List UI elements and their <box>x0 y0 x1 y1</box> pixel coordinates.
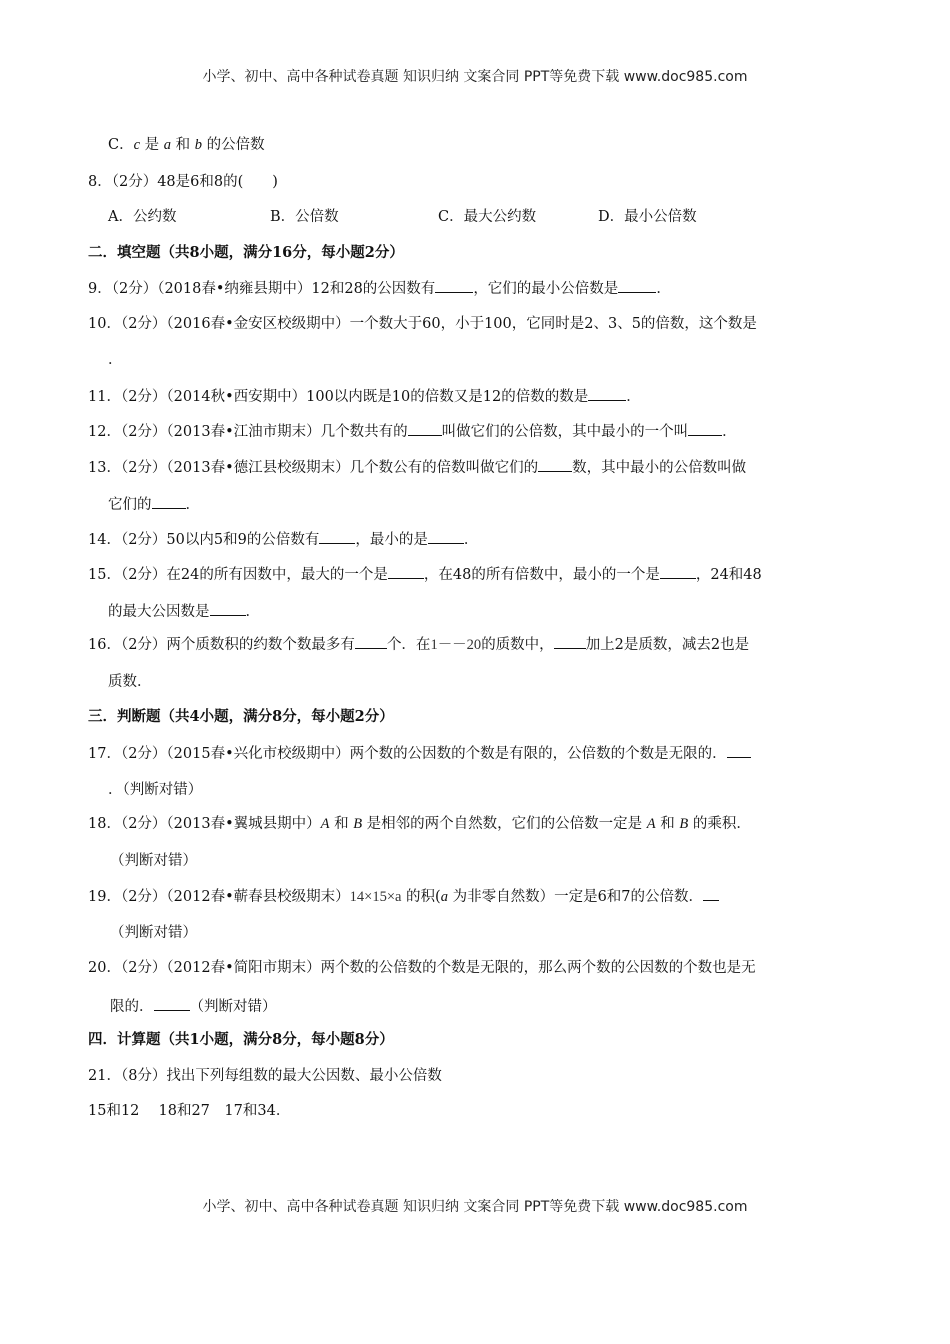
question-21-numbers: 15和12 18和27 17和34． <box>88 1103 291 1119</box>
math-var: b <box>194 137 202 153</box>
answer-blank[interactable] <box>618 278 656 293</box>
question-17 <box>88 743 868 764</box>
answer-blank[interactable] <box>428 529 464 544</box>
option-a: A．公约数 <box>108 209 177 225</box>
text: 是相邻的两个自然数，它们的公倍数一定是 <box>362 816 647 832</box>
text: 加上2是质数，减去2也是 <box>585 637 750 653</box>
answer-blank[interactable] <box>554 634 586 649</box>
question-15 <box>88 564 868 585</box>
question-8: 8．（2分）48是6和8的( ) <box>88 174 278 190</box>
section-4-heading: 四．计算题（共1小题，满分8分，每小题8分） <box>88 1031 394 1048</box>
answer-blank[interactable] <box>355 634 387 649</box>
text: 17．（2分）（2015春•兴化市校级期中）两个数的公因数的个数是有限的，公倍数的个数是无限的． <box>88 746 727 762</box>
option-c-line <box>108 135 888 155</box>
section-2-heading: 二．填空题（共8小题，满分16分，每小题2分） <box>88 244 404 261</box>
text: 限的． <box>110 999 154 1015</box>
option-c: C．最大公约数 <box>438 209 537 225</box>
question-16 <box>88 634 868 655</box>
math-var: a <box>163 137 172 153</box>
text: 数，其中最小的公倍数叫做 <box>572 460 747 476</box>
text: 16．（2分）两个质数积的约数个数最多有 <box>88 637 355 653</box>
question-19-cont: （判断对错） <box>110 925 197 941</box>
answer-blank[interactable] <box>588 386 626 401</box>
text: ． <box>722 424 737 440</box>
text: 和 <box>171 137 195 153</box>
math-var: B <box>353 816 363 832</box>
text: 的公倍数 <box>201 137 265 153</box>
text: （判断对错） <box>189 999 277 1015</box>
answer-blank[interactable] <box>660 564 696 579</box>
math-expression: 14×15×a <box>349 889 402 905</box>
option-label: C． <box>108 137 134 153</box>
question-20: 20．（2分）（2012春•简阳市期末）两个数的公倍数的个数是无限的，那么两个数的公因数的个数也是无 <box>88 960 756 976</box>
text: 9．（2分）（2018春•纳雍县期中）12和28的公因数有 <box>88 281 436 297</box>
page-footer: 小学、初中、高中各种试卷真题 知识归纳 文案合同 PPT等免费下载 www.doc985.com <box>202 1199 748 1215</box>
text: ，24和48 <box>695 567 762 583</box>
text: ． <box>185 497 200 513</box>
text: 个．在 <box>386 637 431 653</box>
question-19 <box>88 886 868 907</box>
text: ． <box>656 281 671 297</box>
answer-blank[interactable] <box>435 278 473 293</box>
text: ． <box>463 532 479 548</box>
answer-blank[interactable] <box>154 996 190 1011</box>
text: ，它们的最小公倍数是 <box>473 281 619 297</box>
question-21: 21．（8分）找出下列每组数的最大公因数、最小公倍数 <box>88 1068 442 1084</box>
option-b: B．公倍数 <box>270 209 339 225</box>
text: 14．（2分）50以内5和9的公倍数有 <box>88 532 320 548</box>
text: 和 <box>329 816 354 832</box>
text: ，在48的所有倍数中，最小的一个是 <box>423 567 660 583</box>
text: 11．（2分）（2014秋•西安期中）100以内既是10的倍数又是12的倍数的数是 <box>88 389 589 405</box>
math-var: A <box>320 816 330 832</box>
question-14 <box>88 529 868 550</box>
text: 它们的 <box>108 497 152 513</box>
text: 的乘积． <box>688 816 751 832</box>
text: 为非零自然数）一定是6和7的公倍数． <box>447 889 704 905</box>
question-10: 10．（2分）（2016春•金安区校级期中）一个数大于60，小于100，它同时是2、3、5的倍数，这个数是 <box>88 316 757 332</box>
answer-blank[interactable] <box>319 529 355 544</box>
question-13 <box>88 457 868 478</box>
answer-blank[interactable] <box>388 564 424 579</box>
text: 19．（2分）（2012春•蕲春县校级期末） <box>88 889 350 905</box>
math-var: A <box>646 816 656 832</box>
text: ，最小的是 <box>355 532 428 548</box>
question-8-options <box>108 207 888 227</box>
question-18-cont: （判断对错） <box>110 853 197 869</box>
math-var: a <box>440 889 448 905</box>
math-range: 1－－20 <box>430 637 482 653</box>
question-20-cont <box>110 996 890 1017</box>
text: 18．（2分）（2013春•翼城县期中） <box>88 816 321 832</box>
text: ． <box>626 389 641 405</box>
answer-blank[interactable] <box>408 421 442 436</box>
answer-blank[interactable] <box>210 601 246 616</box>
text: 的最大公因数是 <box>108 604 210 620</box>
question-13-cont <box>108 494 888 515</box>
text: 是 <box>140 137 164 153</box>
question-15-cont <box>108 601 888 622</box>
question-16-cont: 质数． <box>108 674 152 690</box>
answer-blank[interactable] <box>152 494 186 509</box>
text: 15．（2分）在24的所有因数中，最大的一个是 <box>88 567 388 583</box>
question-10-cont: ． <box>108 352 123 368</box>
math-var: c <box>133 137 141 153</box>
text: 叫做它们的公倍数，其中最小的一个叫 <box>441 424 689 440</box>
answer-blank[interactable] <box>703 886 719 901</box>
text: 的积( <box>401 889 441 905</box>
question-12 <box>88 421 868 442</box>
text: 的质数中， <box>481 637 554 653</box>
question-18 <box>88 814 868 834</box>
answer-blank[interactable] <box>538 457 572 472</box>
text: 13．（2分）（2013春•德江县校级期末）几个数公有的倍数叫做它们的 <box>88 460 539 476</box>
answer-blank[interactable] <box>727 743 751 758</box>
answer-blank[interactable] <box>688 421 722 436</box>
page-header: 小学、初中、高中各种试卷真题 知识归纳 文案合同 PPT等免费下载 www.doc985.com <box>202 69 748 85</box>
question-11 <box>88 386 868 407</box>
text: ． <box>245 604 260 620</box>
math-var: B <box>679 816 689 832</box>
question-9 <box>88 278 868 299</box>
question-17-cont: ．（判断对错） <box>108 782 203 798</box>
option-d: D．最小公倍数 <box>598 209 697 225</box>
text: 和 <box>655 816 680 832</box>
section-3-heading: 三．判断题（共4小题，满分8分，每小题2分） <box>88 708 394 725</box>
text: 12．（2分）（2013春•江油市期末）几个数共有的 <box>88 424 408 440</box>
